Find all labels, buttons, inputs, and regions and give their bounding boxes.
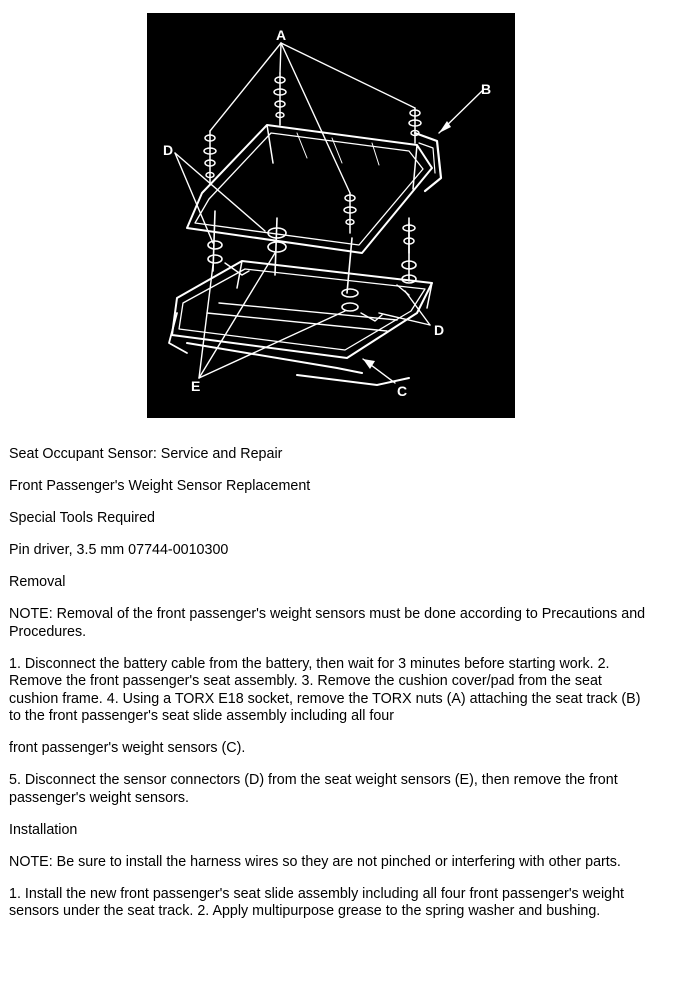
removal-steps: 1. Disconnect the battery cable from the battery, then wait for 3 minutes before starting work. 2. Remove the front passenger's seat assembly. 3. Remove the cushion cover/pad from the seat cushion frame. 4. Using a TORX E18 socket, remove the TORX nuts (A) attaching the seat track (B) to the front passenger's seat slide assembly including all four — [9, 655, 641, 724]
sensor-stack-3 — [409, 108, 421, 143]
sensor-stack-5 — [403, 223, 415, 253]
sensor-stack-1 — [204, 131, 216, 185]
removal-step-continuation: front passenger's weight sensors (C). — [9, 740, 246, 756]
installation-steps: 1. Install the new front passenger's seat slide assembly including all four front passenger's weight sensors under the seat track. 2. Apply multipurpose grease to the spring washer and bushing. — [9, 885, 624, 919]
document-title: Seat Occupant Sensor: Service and Repair — [9, 446, 283, 462]
removal-heading: Removal — [9, 574, 66, 590]
installation-note: NOTE: Be sure to install the harness wires so they are not pinched or interfering with other parts. — [9, 853, 621, 870]
callout-d-left: D — [163, 142, 174, 158]
installation-heading: Installation — [9, 821, 78, 838]
callout-b: B — [481, 81, 492, 97]
removal-note: NOTE: Removal of the front passenger's weight sensors must be done according to Precautions and Procedures. — [9, 606, 646, 640]
sensor-stack-2 — [274, 73, 286, 125]
document-subtitle: Front Passenger's Weight Sensor Replacement — [9, 478, 311, 494]
callout-d-right: D — [434, 322, 445, 338]
leader-lines-a — [210, 43, 415, 193]
seat-track-weight-sensor-diagram-icon — [147, 13, 515, 418]
special-tools-heading: Special Tools Required — [9, 510, 155, 526]
seat-track-frame — [187, 125, 432, 253]
callout-a: A — [276, 27, 287, 43]
special-tool-item: Pin driver, 3.5 mm 07744-0010300 — [9, 542, 229, 558]
seat-diagram-figure — [147, 13, 515, 418]
document-body — [9, 446, 649, 935]
removal-step-5: 5. Disconnect the sensor connectors (D) from the seat weight sensors (E), then remove the front passenger's weight sensors. — [9, 772, 618, 806]
leader-lines-d-left — [175, 153, 265, 243]
callout-c: C — [397, 383, 408, 399]
sensor-stack-4 — [344, 193, 356, 233]
callout-e: E — [191, 378, 201, 394]
